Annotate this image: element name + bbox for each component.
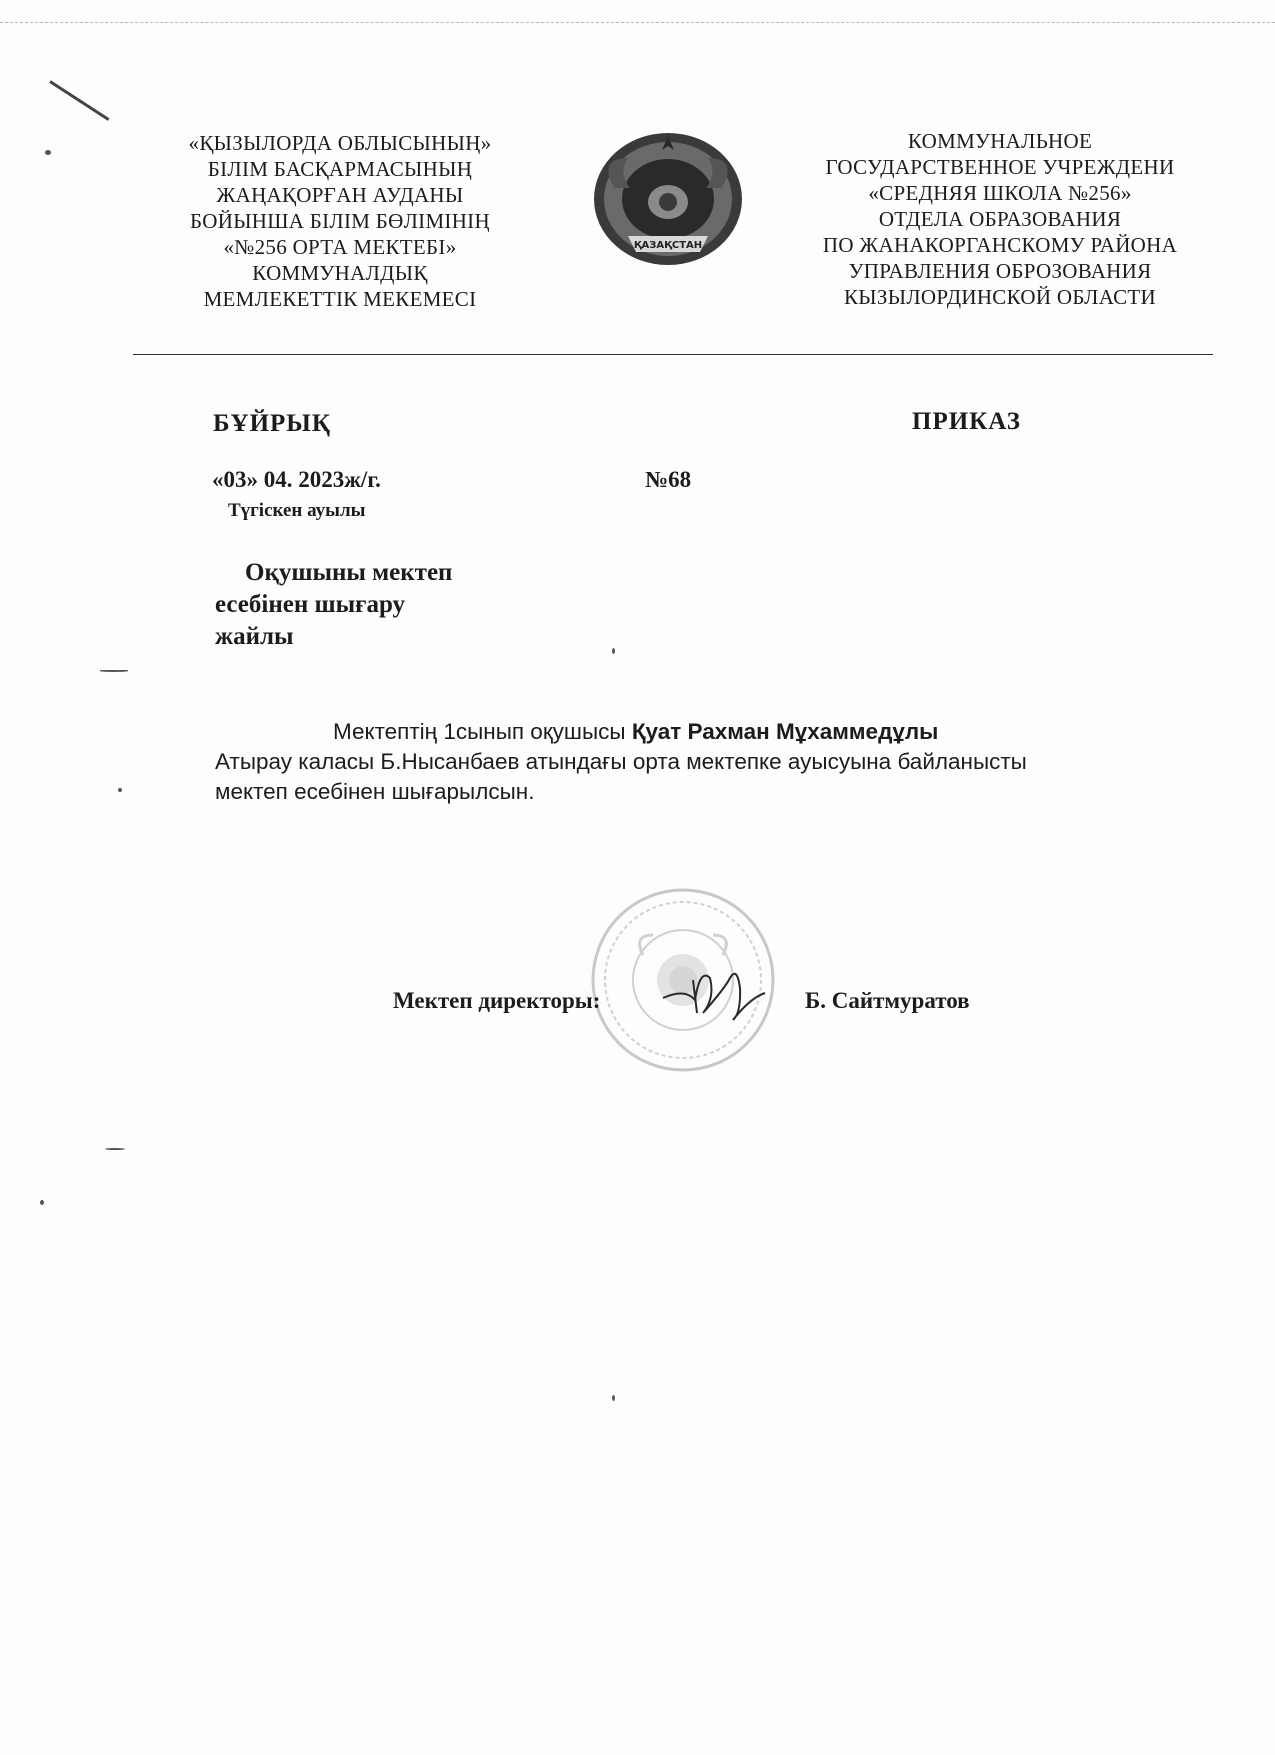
- header-kz-line: «ҚЫЗЫЛОРДА ОБЛЫСЫНЫҢ»: [188, 131, 492, 155]
- header-divider: [133, 354, 1213, 355]
- scan-speck: [40, 1200, 44, 1205]
- header-russian-block: [795, 128, 1205, 310]
- emblem-caption: ҚАЗАҚСТАН: [633, 240, 703, 251]
- scan-speck: [118, 788, 122, 792]
- scan-speck: [612, 648, 615, 654]
- order-subject: [215, 557, 515, 653]
- scan-edge-line: [0, 22, 1275, 23]
- subject-line: Оқушыны мектеп: [245, 559, 453, 586]
- order-place: Түгіскен ауылы: [228, 500, 366, 521]
- scan-speck: [45, 150, 51, 155]
- director-name: Б. Сайтмуратов: [805, 988, 970, 1013]
- header-kz-line: БОЙЫНША БІЛІМ БӨЛІМІНІҢ: [190, 209, 490, 233]
- header-ru-line: ОТДЕЛА ОБРАЗОВАНИЯ: [878, 207, 1122, 231]
- header-ru-line: КЫЗЫЛОРДИНСКОЙ ОБЛАСТИ: [843, 285, 1157, 309]
- order-title-kz: БҰЙРЫҚ: [213, 410, 331, 437]
- order-number: №68: [645, 467, 692, 492]
- body-line-1: [215, 717, 1215, 747]
- kazakhstan-state-emblem-icon: [588, 128, 748, 270]
- scan-mark: [100, 670, 128, 672]
- header-kz-line: МЕМЛЕКЕТТІК МЕКЕМЕСІ: [203, 287, 477, 311]
- body-line-2: Атырау каласы Б.Нысанбаев атындағы орта мектепке ауысуына байланысты: [215, 749, 1027, 774]
- director-label: Мектеп директоры:: [393, 988, 601, 1013]
- order-body: [215, 717, 1215, 807]
- header-ru-line: УПРАВЛЕНИЯ ОБРОЗОВАНИЯ: [848, 259, 1152, 283]
- header-kz-line: ЖАҢАҚОРҒАН АУДАНЫ: [216, 183, 464, 207]
- student-name: Қуат Рахман Мұхаммедұлы: [631, 719, 939, 744]
- order-title-ru: ПРИКАЗ: [912, 408, 1021, 435]
- body-line-1-prefix: Мектептің 1сынып оқушысы: [333, 719, 632, 744]
- header-kazakh-block: [150, 130, 530, 312]
- subject-line: есебінен шығару: [215, 591, 406, 618]
- scan-speck: [612, 1395, 615, 1401]
- header-kz-line: БІЛІМ БАСҚАРМАСЫНЫҢ: [207, 157, 473, 181]
- scan-pen-mark: [49, 80, 109, 121]
- scan-mark: [105, 1148, 125, 1150]
- header-ru-line: «СРЕДНЯЯ ШКОЛА №256»: [868, 181, 1132, 205]
- header-kz-line: «№256 ОРТА МЕКТЕБІ»: [223, 235, 457, 259]
- header-ru-line: ГОСУДАРСТВЕННОЕ УЧРЕЖДЕНИ: [825, 155, 1175, 179]
- subject-line: жайлы: [215, 623, 294, 650]
- header-kz-line: КОММУНАЛДЫҚ: [252, 261, 428, 285]
- order-date: «03» 04. 2023ж/г.: [212, 467, 381, 492]
- handwritten-signature-icon: [655, 958, 775, 1028]
- header-ru-line: ПО ЖАНАКОРГАНСКОМУ РАЙОНА: [822, 233, 1178, 257]
- body-line-3: мектеп есебінен шығарылсын.: [215, 779, 535, 804]
- header-ru-line: КОММУНАЛЬНОЕ: [907, 129, 1093, 153]
